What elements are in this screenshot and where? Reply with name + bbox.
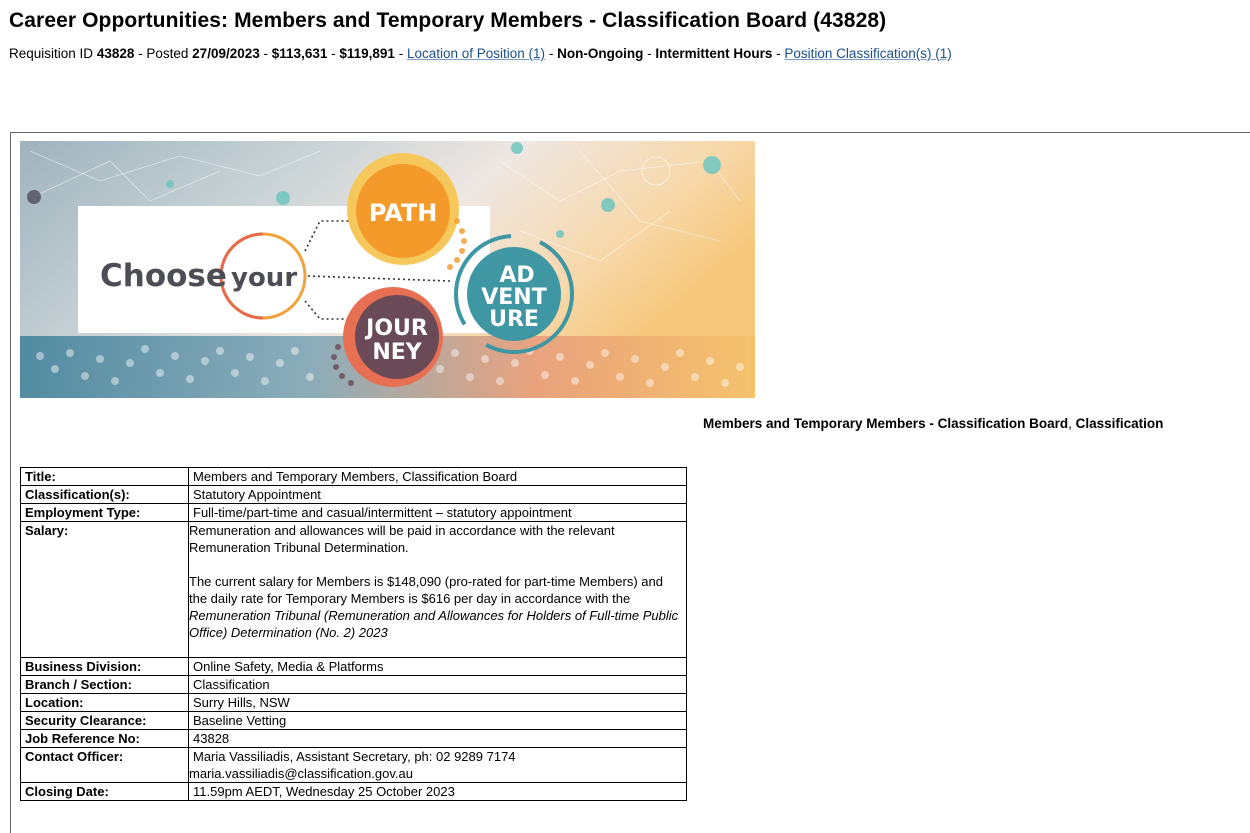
path-text: PATH <box>368 199 438 227</box>
job-meta-line <box>9 46 952 61</box>
position-subheading <box>703 416 1163 431</box>
separator: - <box>331 46 336 61</box>
separator: - <box>647 46 652 61</box>
salary-text: The current salary for Members is $148,090 (pro-rated for part-time Members) and the daily rate for Temporary Members is $616 per day in accordance with the <box>189 574 663 606</box>
branch-section-value: Classification <box>189 676 687 694</box>
ongoing-status: Non-Ongoing <box>557 46 644 61</box>
table-row <box>21 783 687 801</box>
subheading-section: Classification <box>1075 416 1164 431</box>
subheading-separator: , <box>1068 416 1072 431</box>
position-details-table <box>20 467 687 801</box>
salary-paragraph-2 <box>189 573 682 641</box>
job-reference-value: 43828 <box>189 730 687 748</box>
security-clearance-value: Baseline Vetting <box>189 712 687 730</box>
journey-line2: NEY <box>372 340 422 365</box>
choose-text: Choose <box>100 258 227 294</box>
table-row <box>21 486 687 504</box>
career-banner <box>20 141 755 398</box>
table-row <box>21 658 687 676</box>
separator: - <box>776 46 781 61</box>
contact-name-phone: Maria Vassiliadis, Assistant Secretary, ph: 02 9289 7174 <box>193 749 516 764</box>
separator: - <box>548 46 554 61</box>
requisition-label: Requisition ID <box>9 46 94 61</box>
adventure-line2: VENT <box>481 285 547 310</box>
employment-type-value: Full-time/part-time and casual/intermittent – statutory appointment <box>189 504 687 522</box>
title-label: Title: <box>21 468 189 486</box>
branch-section-label: Branch / Section: <box>21 676 189 694</box>
security-clearance-label: Security Clearance: <box>21 712 189 730</box>
salary-paragraph-1: Remuneration and allowances will be paid in accordance with the relevant Remuneration Tribunal Determination. <box>189 523 615 555</box>
posted-label: - Posted <box>138 46 189 61</box>
contact-officer-label: Contact Officer: <box>21 748 189 783</box>
contact-officer-value <box>189 748 687 783</box>
salary-label: Salary: <box>21 522 189 658</box>
journey-line1: JOUR <box>366 316 428 341</box>
closing-date-value: 11.59pm AEDT, Wednesday 25 October 2023 <box>189 783 687 801</box>
business-division-label: Business Division: <box>21 658 189 676</box>
closing-date-label: Closing Date: <box>21 783 189 801</box>
page-title: Career Opportunities: Members and Temporary Members - Classification Board (43828) <box>9 9 887 32</box>
salary-value <box>189 522 687 658</box>
classification-value: Statutory Appointment <box>189 486 687 504</box>
hours-type: Intermittent Hours <box>655 46 773 61</box>
adventure-line1: AD <box>499 263 535 288</box>
subheading-title: Members and Temporary Members - Classification Board <box>703 416 1069 431</box>
location-of-position-link[interactable]: Location of Position (1) <box>406 46 546 61</box>
location-value: Surry Hills, NSW <box>189 694 687 712</box>
banner-graphic <box>20 141 755 398</box>
classification-label: Classification(s): <box>21 486 189 504</box>
table-row <box>21 694 687 712</box>
contact-email: maria.vassiliadis@classification.gov.au <box>189 766 413 781</box>
salary-high: $119,891 <box>339 46 395 61</box>
location-label: Location: <box>21 694 189 712</box>
table-row <box>21 730 687 748</box>
job-reference-label: Job Reference No: <box>21 730 189 748</box>
table-row <box>21 522 687 658</box>
table-row <box>21 676 687 694</box>
table-row <box>21 712 687 730</box>
position-classification-link[interactable]: Position Classification(s) (1) <box>784 46 952 61</box>
determination-title: Remuneration Tribunal (Remuneration and Allowances for Holders of Full-time Public Office) Determination (No. 2) 2023 <box>189 608 679 640</box>
table-row <box>21 748 687 783</box>
requisition-id: 43828 <box>96 46 135 61</box>
salary-low: $113,631 <box>271 46 328 61</box>
title-value: Members and Temporary Members, Classification Board <box>189 468 687 486</box>
your-text: your <box>231 263 298 293</box>
separator: - <box>263 46 269 61</box>
table-row <box>21 468 687 486</box>
business-division-value: Online Safety, Media & Platforms <box>189 658 687 676</box>
posted-date: 27/09/2023 <box>192 46 260 61</box>
separator: - <box>398 46 404 61</box>
adventure-line3: URE <box>489 307 539 332</box>
employment-type-label: Employment Type: <box>21 504 189 522</box>
table-row <box>21 504 687 522</box>
